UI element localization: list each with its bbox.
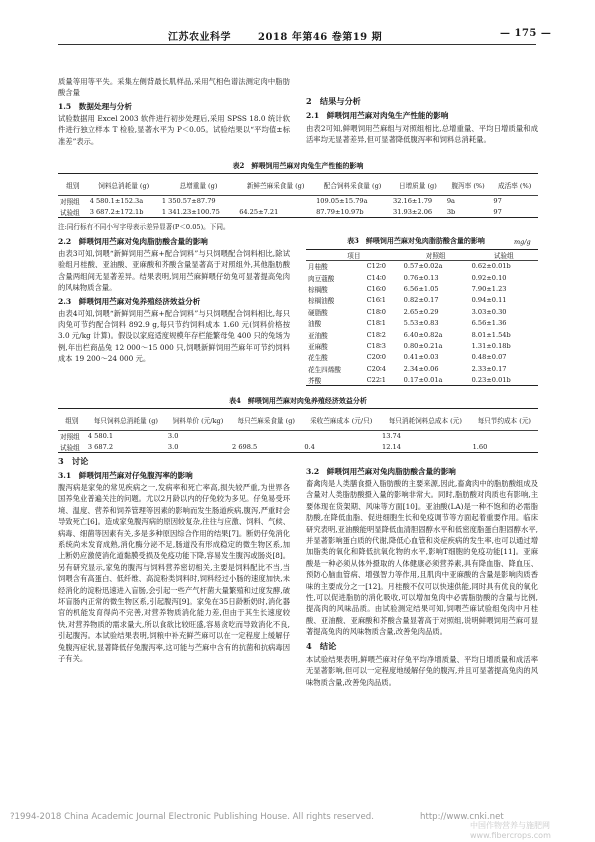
section-2-1-text: 由表2可知,鲜喂饲用苎麻组与对照组相比,总增重量、平均日增质量和成活率均无显著差异,但可显著降低腹泻率和饲料总消耗量。 bbox=[306, 124, 538, 145]
left-mid-block bbox=[58, 236, 290, 365]
section-2-3-text: 由表4可知,饲喂“新鲜饲用苎麻+配合饲料”与只饲喂配合饲料相比,每只肉兔可节约配合饲料 892.9 g,每只节约饲料成本 1.60 元(饲料价格按 3.0 元/kg 计算)。假设以家庭适度规模年存栏能繁母兔 400 只的兔场为例,年出栏商品兔 12 000～15 000 只,饲喂新鲜饲用苎麻年可节约饲料成本 19 200～24 000 元。 bbox=[58, 308, 290, 364]
table2-header: 新鲜苎麻采食量 (g) bbox=[246, 181, 305, 190]
table3-header: 试验组 bbox=[493, 252, 514, 260]
table3 bbox=[306, 249, 538, 386]
table-cell: C22∶1 bbox=[366, 375, 386, 384]
table-cell: 棕榈油酸 bbox=[308, 297, 335, 306]
table2-note: 注:同行标有不同小写字母表示差异显著(P＜0.05)。下同。 bbox=[58, 223, 230, 231]
table-row bbox=[58, 196, 538, 207]
table-cell: C14∶0 bbox=[366, 273, 386, 282]
table-cell bbox=[230, 431, 302, 442]
table-cell: 芥酸 bbox=[308, 376, 322, 385]
right-bottom-block bbox=[306, 466, 538, 688]
table-cell: 0.23±0.01b bbox=[471, 375, 511, 384]
table4 bbox=[58, 408, 538, 453]
watermark-text: 中国作物营养与施肥网 www.fibercrops.com bbox=[470, 821, 551, 840]
table3-header: 项目 bbox=[347, 252, 361, 260]
table-cell: 0.82±0.17 bbox=[403, 296, 439, 305]
table-cell: 月桂酸 bbox=[308, 263, 328, 272]
table2 bbox=[58, 173, 538, 218]
table-cell: 试验组 bbox=[60, 443, 80, 452]
table-cell: 0.80±0.21a bbox=[403, 341, 443, 350]
table-cell: 0.57±0.02a bbox=[403, 262, 443, 271]
table2-header-row bbox=[58, 174, 538, 196]
table-row bbox=[58, 442, 538, 453]
table-cell: 3 687.2±172.1b bbox=[89, 207, 144, 216]
table-cell: 13.74 bbox=[382, 432, 401, 441]
section-3-2-text: 畜禽肉是人类膳食摄入脂肪酸的主要来源,因此,畜禽肉中的脂肪酸组成及含量对人类脂肪酸摄入量的影响非常大。同时,脂肪酸对肉质也有影响,主要体现在货架期、风味等方面[10]。亚油酸(LA)是一种不饱和的必需脂肪酸,在降低血脂、促进细胞生长和免疫调节等方面起着重要作用。临床研究表明,亚油酸能明显降低血清胆固醇水平和低密度脂蛋白胆固醇水平,并显著影响蛋白质的代谢,降低心血管和炎症疾病的发生率,也可以通过增加脂类的氧化和降低抗氧化物的水平,影响T细胞的免疫功能[11]。亚麻酸是一种必须从体外摄取的人体健康必须营养素,具有降血脂、降血压、预防心脑血管病、增强智力等作用,且肌肉中亚麻酸的含量是影响肉质香味的主要成分之一[12]。月桂酸不仅可以快速供能,同时具有优良的氧化性,可以促进脂肪的消化吸收,可以增加兔肉中必需脂肪酸的含量与比例,提高肉的风味品质。由试验测定结果可知,饲喂苎麻试验组兔肉中月桂酸、亚油酸、亚麻酸和芥酸含量显著高于对照组,说明鲜喂饲用苎麻可显著提高兔肉的风味物质含量,改善兔肉品质。 bbox=[306, 479, 538, 637]
table-cell bbox=[302, 431, 380, 442]
table-cell: 油酸 bbox=[308, 320, 322, 329]
section-3-2-heading: 3.2 鲜喂饲用苎麻对兔肉脂肪酸含量的影响 bbox=[306, 467, 456, 476]
table-cell: 6.56±1.05 bbox=[403, 284, 439, 293]
table2-header: 总增重量 (g) bbox=[179, 181, 218, 190]
journal-name: 江苏农业科学 bbox=[168, 32, 231, 43]
table-cell: C18∶2 bbox=[366, 330, 386, 339]
table-row bbox=[58, 431, 538, 442]
table-cell: 3.0 bbox=[167, 442, 179, 451]
table2-header: 配合饲料采食量 (g) bbox=[323, 181, 382, 190]
table-row bbox=[306, 340, 538, 351]
table-cell: C18∶1 bbox=[366, 319, 386, 328]
table-row bbox=[306, 329, 538, 340]
table4-header: 每只节约成本 (元) bbox=[477, 416, 531, 425]
table-row bbox=[306, 261, 538, 272]
table-cell: 8.01±1.54b bbox=[471, 330, 511, 339]
table4-header: 采收苎麻成本 (元/只) bbox=[310, 416, 373, 425]
table-cell: 97 bbox=[493, 197, 502, 206]
table-cell: 3.0 bbox=[167, 432, 179, 441]
table-cell: 3 687.2 bbox=[87, 442, 114, 451]
table-cell: 1.60 bbox=[472, 442, 488, 451]
table-cell bbox=[237, 196, 314, 207]
table-cell: 亚油酸 bbox=[308, 331, 328, 340]
table2-header: 腹泻率 (%) bbox=[451, 181, 485, 190]
table-cell: 12.14 bbox=[382, 442, 401, 451]
table-cell: 2.33±0.17 bbox=[471, 364, 507, 373]
table-row bbox=[306, 374, 538, 385]
table-cell: 4 580.1±152.3a bbox=[89, 197, 144, 206]
section-2-2-text: 由表3可知,饲喂“新鲜饲用苎麻+配合饲料”与只饲喂配合饲料相比,除试验组月桂酸、亚油酸、亚麻酸和芥酸含量显著高于对照组外,其他脂肪酸含量两组间无显著差异。结果表明,饲用苎麻鲜喂仔幼兔可显著提高兔肉的风味物质含量。 bbox=[58, 249, 290, 293]
table2-header: 成活率 (%) bbox=[498, 181, 532, 190]
table-row bbox=[306, 306, 538, 317]
conclusion-text: 本试验结果表明,鲜喂苎麻对仔兔平均净增质量、平均日增质量和成活率无显著影响,但可以一定程度地缓解仔兔的腹泻,并且可显著提高兔肉的风味物质含量,改善兔肉品质。 bbox=[306, 654, 538, 687]
table-cell: 0.41±0.03 bbox=[403, 353, 439, 362]
section-2-2-heading: 2.2 鲜喂饲用苎麻对兔肉脂肪酸含量的影响 bbox=[58, 237, 208, 246]
method-text: 质量等用等平失。采集左侧背最长肌样品,采用气相色谱法测定肉中脂肪酸含量 bbox=[58, 77, 290, 98]
table-row bbox=[306, 283, 538, 294]
section-2-3-heading: 2.3 鲜喂饲用苎麻对兔养殖经济效益分析 bbox=[58, 296, 201, 306]
table-cell: 肉豆蔻酸 bbox=[308, 274, 335, 283]
table-cell: 棕榈酸 bbox=[308, 285, 328, 294]
table-cell bbox=[471, 431, 538, 442]
table-cell: 0.94±0.11 bbox=[471, 296, 507, 305]
table4-header: 饲料单价 (元/kg) bbox=[172, 416, 224, 425]
table2-header: 组别 bbox=[66, 181, 80, 190]
table-row bbox=[306, 317, 538, 328]
section-4-heading: 4 结论 bbox=[306, 640, 337, 651]
table-cell: 32.16±1.79 bbox=[393, 197, 433, 206]
table-cell: C20∶4 bbox=[366, 364, 386, 373]
discussion-block bbox=[58, 456, 290, 665]
table-cell: 0.17±0.01a bbox=[403, 375, 443, 384]
table-cell: 97 bbox=[493, 207, 502, 216]
table4-header: 组别 bbox=[65, 416, 79, 425]
table2-header: 饲料总消耗量 (g) bbox=[98, 181, 150, 190]
table-cell: 试验组 bbox=[60, 208, 80, 217]
section-2-heading: 2 结果与分析 bbox=[306, 96, 361, 106]
left-top-block bbox=[58, 76, 290, 147]
table-row bbox=[306, 363, 538, 374]
table-row bbox=[306, 295, 538, 306]
table-cell: 0.62±0.01b bbox=[471, 262, 511, 271]
issue-info: 2018 年第46 卷第19 期 bbox=[258, 32, 383, 43]
data-analysis-text: 试验数据用 Excel 2003 软件进行初步处理后,采用 SPSS 18.0 统计软件进行独立样本 T 检验,显著水平为 P＜0.05。试验结果以“平均值±标准差”表示。 bbox=[58, 113, 290, 146]
table-cell: C20∶0 bbox=[366, 353, 386, 362]
table4-header: 每只消耗饲料总成本 (元) bbox=[388, 416, 462, 425]
table4-caption: 表4 鲜喂饲用苎麻对肉兔养殖经济效益分析 bbox=[229, 396, 367, 405]
section-3-heading: 3 讨论 bbox=[58, 456, 89, 466]
right-top-block bbox=[306, 96, 538, 146]
table3-unit: mg/g bbox=[514, 238, 531, 246]
table-cell: 31.93±2.06 bbox=[393, 207, 433, 216]
table-cell: 7.90±1.23 bbox=[471, 284, 507, 293]
header-rule bbox=[58, 44, 536, 45]
table-cell: 2.65±0.29 bbox=[403, 307, 439, 316]
table-cell: 2 698.5 bbox=[232, 442, 258, 451]
table3-caption: 表3 鲜喂饲用苎麻对兔肉脂肪酸含量的影响 bbox=[347, 236, 485, 245]
table-cell: 4 580.1 bbox=[87, 432, 114, 441]
table-cell: 5.53±0.83 bbox=[403, 319, 439, 328]
table-cell: 硬脂酸 bbox=[308, 308, 328, 317]
copyright-text: ?1994-2018 China Academic Journal Electronic Publishing House. All rights reserved. bbox=[10, 812, 374, 822]
section-3-1-heading: 3.1 鲜喂饲用苎麻对仔兔腹泻率的影响 bbox=[58, 471, 193, 480]
table-cell: 3b bbox=[446, 207, 456, 216]
table3-header-row bbox=[306, 250, 538, 261]
table4-header: 每只苎麻采食量 (g) bbox=[237, 416, 295, 425]
table-row bbox=[306, 272, 538, 283]
table-cell: 109.05±15.79a bbox=[316, 197, 368, 206]
table-cell: 3.03±0.30 bbox=[471, 307, 507, 316]
table-cell: C18∶0 bbox=[366, 307, 386, 316]
table-cell: 花生酸 bbox=[308, 354, 328, 363]
table2-header: 日增质量 (g) bbox=[399, 181, 437, 190]
table-cell: 9a bbox=[446, 197, 455, 206]
table3-header: 对照组 bbox=[425, 252, 446, 260]
page-number: — 175 — bbox=[500, 28, 552, 39]
table-cell: 64.25±7.21 bbox=[239, 207, 279, 216]
table-cell: 0.92±0.10 bbox=[471, 273, 507, 282]
section-1-5-heading: 1.5 数据处理与分析 bbox=[58, 101, 132, 111]
table-cell: 1.31±0.18b bbox=[471, 341, 511, 350]
table-cell: C16∶0 bbox=[366, 284, 386, 293]
table-cell: 1 341.23±100.75 bbox=[161, 207, 220, 216]
table-cell: 亚麻酸 bbox=[308, 342, 328, 351]
table-cell: C12∶0 bbox=[366, 262, 386, 271]
table-cell: C18∶3 bbox=[366, 341, 386, 350]
table-cell: 6.56±1.36 bbox=[471, 319, 507, 328]
table-cell: 2.34±0.06 bbox=[403, 364, 439, 373]
table4-header-row bbox=[58, 409, 538, 431]
table2-caption: 表2 鲜喂饲用苎麻对肉兔生产性能的影响 bbox=[232, 161, 364, 170]
table-cell: 对照组 bbox=[60, 198, 80, 207]
section-2-1-heading: 2.1 鲜喂饲用苎麻对肉兔生产性能的影响 bbox=[306, 111, 449, 120]
table-cell: C16∶1 bbox=[366, 296, 386, 305]
table-row bbox=[58, 207, 538, 218]
table-cell: 6.40±0.82a bbox=[403, 330, 443, 339]
table-cell: 花生四烯酸 bbox=[308, 365, 341, 374]
table4-header: 每只饲料总消耗量 (g) bbox=[93, 416, 159, 425]
table-cell: 0.76±0.13 bbox=[403, 273, 439, 282]
section-3-1-text: 腹泻病是家兔的常见疾病之一,发病率和死亡率高,损失较严重,为世界各国养兔业普遍关注的问题。尤以2月龄以内的仔兔较为多见。仔兔易受环境、温度、营养和饲养管理等因素的影响而发生肠道疾病,腹泻,严重时会导致死亡[6]。造成家兔腹泻病的原因较复杂,往往与应激、饲料、气候、病毒、细菌等因素有关,多是多种原因综合作用的结果[7]。断奶仔兔消化系统尚未发育成熟,消化酶分泌不足,肠道没有形成稳定的微生物区系,加上断奶应激使消化道黏膜受损及免疫功能下降,容易发生腹泻或肠炎[8]。另有研究显示,家兔的腹泻与饲料营养密切相关,主要是饲料配比不当,当饲喂含有高蛋白、低纤维、高淀粉类饲料时,饲料经过小肠的速度加快,未经消化的淀粉迅速进入盲肠,会引起一些产气杆菌大量繁殖和过度发酵,破坏盲肠内正常的微生物区系,引起腹泻[9]。家兔在35日龄断奶时,消化器官的机能发育得尚不完善,对营养物质消化能力差,但由于其生长速度较快,对营养物质的需求量大,所以食欲比较旺盛,容易贪吃而导致消化不良,引起腹泻。本试验结果表明,饲粮中补充鲜苎麻可以在一定程度上缓解仔兔腹泻症状,显著降低仔兔腹泻率,这可能与苎麻中含有的抗菌和抗病毒因子有关。 bbox=[58, 483, 290, 664]
table-row bbox=[306, 352, 538, 363]
table-cell: 0.4 bbox=[304, 442, 315, 451]
table-cell: 1 350.57±87.79 bbox=[161, 197, 216, 206]
table-cell: 对照组 bbox=[60, 433, 80, 442]
table-cell: 87.79±10.97b bbox=[316, 207, 364, 216]
cnki-link[interactable]: http://www.cnki.net bbox=[420, 812, 504, 822]
table-cell: 0.48±0.07 bbox=[471, 353, 507, 362]
